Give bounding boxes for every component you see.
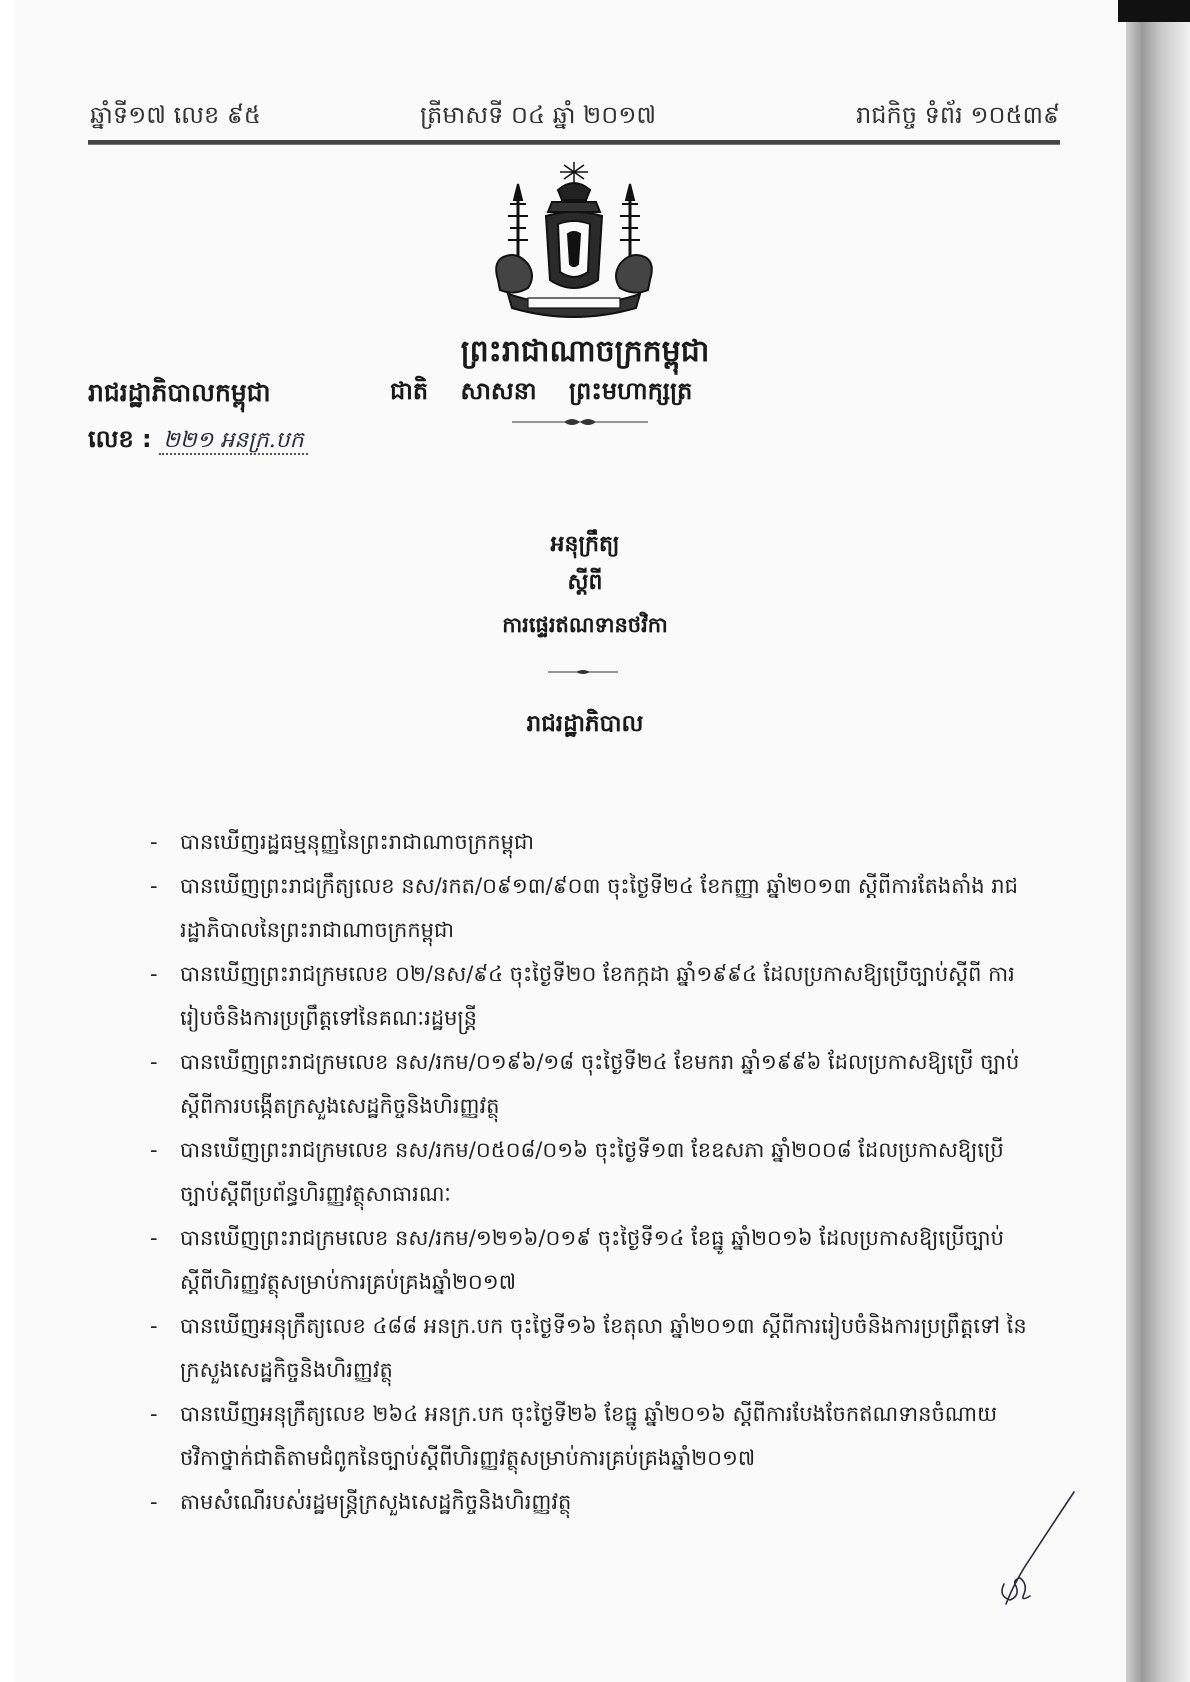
handwritten-initial-icon bbox=[990, 1488, 1080, 1608]
visa-item: - បានឃើញអនុក្រឹត្យលេខ ៤៨៨ អនក្រ.បក ចុះថ្ងៃទី១៦ ខែតុលា ឆ្នាំ២០១៣ ស្តីពីការរៀបចំនិងការប្រព្រឹត្តទៅ នៃក្រសួងសេដ្ឋកិច្ចនិងហិរញ្ញវត្ថុ bbox=[148, 1304, 1028, 1392]
ornament-divider-icon bbox=[512, 416, 648, 428]
visa-item: - បានឃើញព្រះរាជក្រមលេខ ០២/នស/៩៤ ចុះថ្ងៃទី២០ ខែកក្កដា ឆ្នាំ១៩៩៤ ដែលប្រកាសឱ្យប្រើច្បាប់ស្តីពី ការរៀបចំនិងការប្រព្រឹត្តទៅនៃគណៈរដ្ឋមន្ត្រី bbox=[148, 952, 1028, 1040]
reference-value: ២២១ អនក្រ.បក bbox=[159, 428, 307, 455]
visa-item: - បានឃើញរដ្ឋធម្មនុញ្ញនៃព្រះរាជាណាចក្រកម្ពុជា bbox=[148, 820, 1028, 864]
document-type: អនុក្រឹត្យ bbox=[550, 532, 620, 557]
kingdom-name: ព្រះរាជាណាចក្រកម្ពុជា bbox=[460, 334, 710, 369]
visa-item: - តាមសំណើរបស់រដ្ឋមន្ត្រីក្រសួងសេដ្ឋកិច្ចនិងហិរញ្ញវត្ថុ bbox=[148, 1480, 1028, 1524]
gazette-page-number: រាជកិច្ច ទំព័រ ១០៥៣៩ bbox=[856, 101, 1060, 129]
document-about: ស្តីពី bbox=[567, 570, 603, 595]
visa-item: - បានឃើញព្រះរាជក្រឹត្យលេខ នស/រកត/០៩១៣/៩០៣ ចុះថ្ងៃទី២៤ ខែកញ្ញា ឆ្នាំ២០១៣ ស្តីពីការតែងតាំង រាជរដ្ឋាភិបាលនៃព្រះរាជាណាចក្រកម្ពុជា bbox=[148, 864, 1028, 952]
visa-item: - បានឃើញព្រះរាជក្រមលេខ នស/រកម/០១៩៦/១៨ ចុះថ្ងៃទី២៤ ខែមករា ឆ្នាំ១៩៩៦ ដែលប្រកាសឱ្យប្រើ ច្បាប់ស្តីពីការបង្កើតក្រសួងសេដ្ឋកិច្ចនិងហិរញ្ញវត្ថុ bbox=[148, 1040, 1028, 1128]
motto-religion: សាសនា bbox=[460, 377, 537, 405]
title-divider-icon bbox=[548, 668, 618, 676]
document-subject: ការផ្ទេរឥណទានថវិកា bbox=[502, 613, 668, 637]
visa-item: - បានឃើញព្រះរាជក្រមលេខ នស/រកម/០៥០៨/០១៦ ចុះថ្ងៃទី១៣ ខែឧសភា ឆ្នាំ២០០៨ ដែលប្រកាសឱ្យប្រើ ច្បាប់ស្តីពីប្រព័ន្ធហិរញ្ញវត្ថុសាធារណៈ bbox=[148, 1128, 1028, 1216]
reference-label: លេខ : bbox=[88, 425, 152, 453]
visa-list bbox=[148, 820, 1028, 1524]
motto-nation: ជាតិ bbox=[390, 377, 429, 405]
gazette-quarter: ត្រីមាសទី ០៤ ឆ្នាំ ២០១៧ bbox=[420, 101, 657, 129]
visa-item: - បានឃើញព្រះរាជក្រមលេខ នស/រកម/១២១៦/០១៩ ចុះថ្ងៃទី១៤ ខែធ្នូ ឆ្នាំ២០១៦ ដែលប្រកាសឱ្យប្រើច្បាប់ ស្តីពីហិរញ្ញវត្ថុសម្រាប់ការគ្រប់គ្រងឆ្នាំ២០១៧ bbox=[148, 1216, 1028, 1304]
reference-number bbox=[88, 424, 308, 459]
gazette-year-issue: ឆ្នាំទី១៧ លេខ ៩៥ bbox=[90, 101, 261, 129]
national-motto bbox=[390, 376, 790, 411]
visa-item: - បានឃើញអនុក្រឹត្យលេខ ២៦៤ អនក្រ.បក ចុះថ្ងៃទី២៦ ខែធ្នូ ឆ្នាំ២០១៦ ស្តីពីការបែងចែកឥណទានចំណាយ ថវិកាថ្នាក់ជាតិតាមជំពូកនៃច្បាប់ស្តីពីហិរញ្ញវត្ថុសម្រាប់ការគ្រប់គ្រងឆ្នាំ២០១៧ bbox=[148, 1392, 1028, 1480]
scan-edge-shadow bbox=[1126, 0, 1190, 1682]
government-name: រាជរដ្ឋាភិបាលកម្ពុជា bbox=[88, 378, 271, 407]
motto-king: ព្រះមហាក្សត្រ bbox=[568, 377, 693, 405]
gazette-header bbox=[90, 100, 1060, 136]
header-rule bbox=[88, 140, 1060, 145]
royal-arms-of-cambodia-icon bbox=[488, 160, 660, 320]
issuing-authority: រាជរដ្ឋាភិបាល bbox=[526, 711, 644, 737]
scan-corner bbox=[1118, 0, 1190, 22]
